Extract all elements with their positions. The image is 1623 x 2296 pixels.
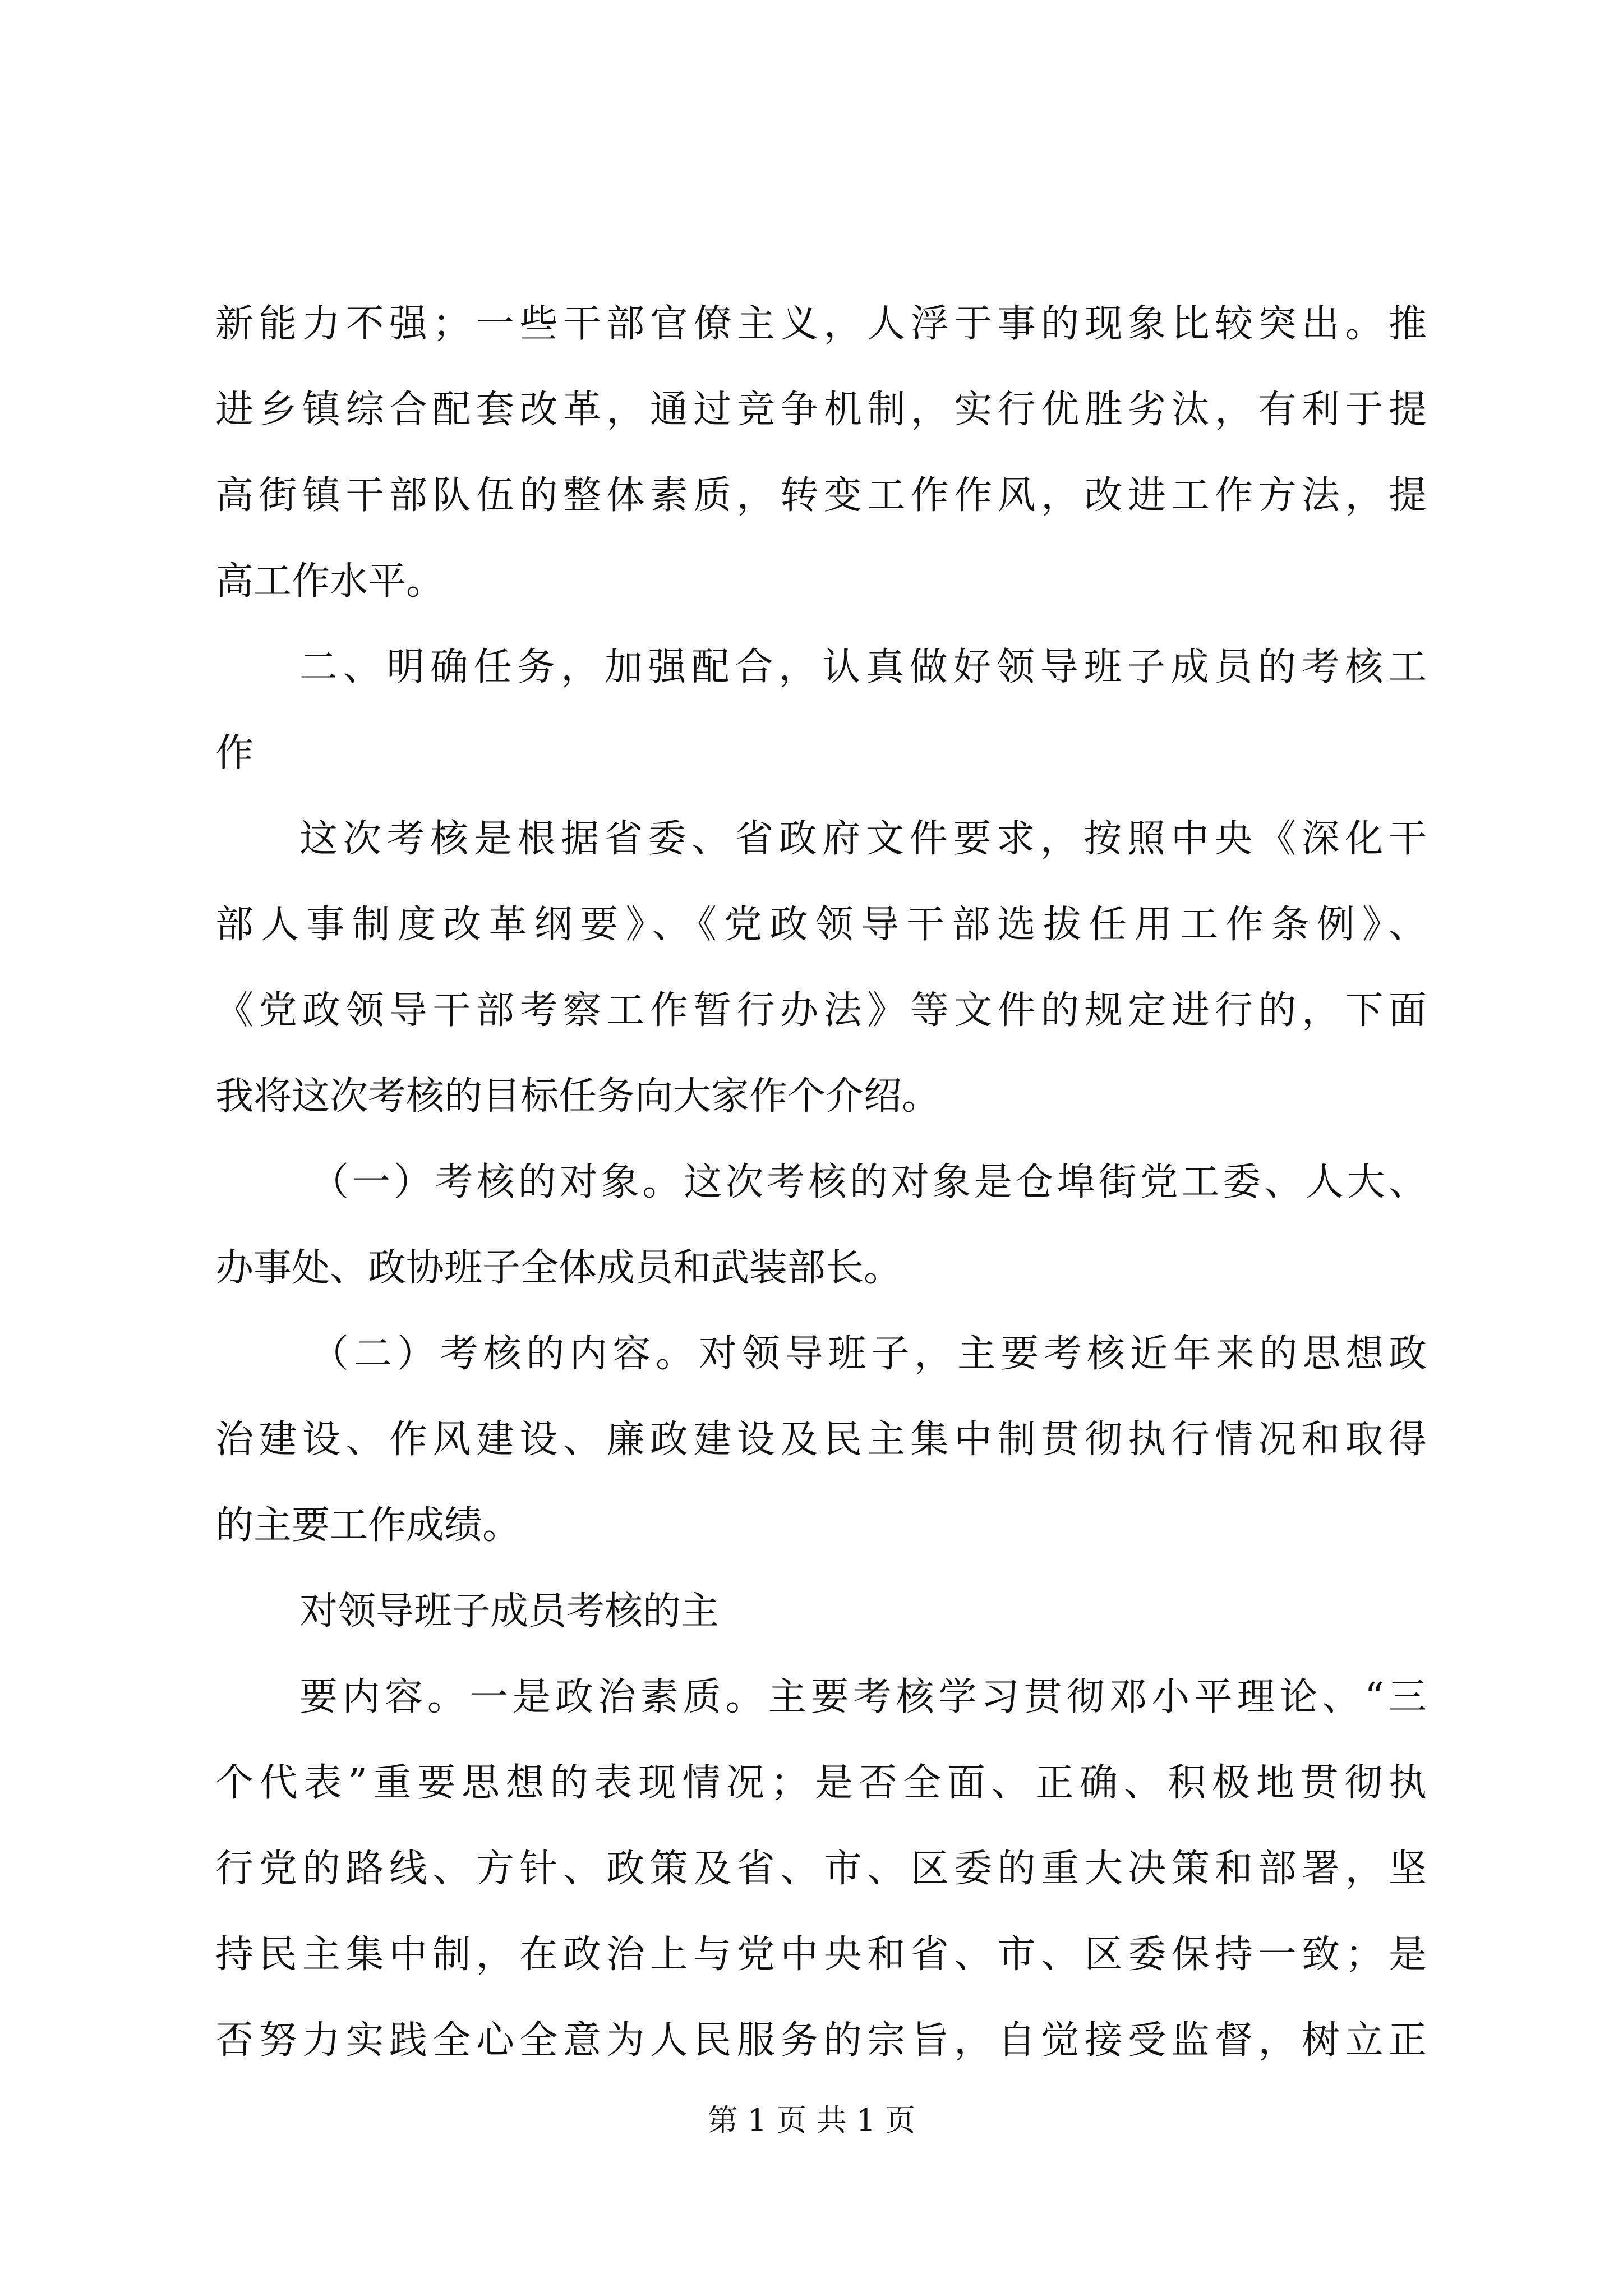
text-line: 这次考核是根据省委、省政府文件要求，按照中央《深化干 — [299, 817, 1427, 861]
text-line: 行党的路线、方针、政策及省、市、区委的重大决策和部署，坚 — [215, 1847, 1427, 1891]
text-line: 持民主集中制，在政治上与党中央和省、市、区委保持一致；是 — [215, 1932, 1427, 1977]
text-line: 的主要工作成绩。 — [215, 1503, 521, 1548]
text-line: 新能力不强；一些干部官僚主义，人浮于事的现象比较突出。推 — [215, 302, 1427, 346]
page-footer — [0, 2101, 1623, 2140]
section-heading-line: 二、明确任务，加强配合，认真做好领导班子成员的考核工 — [299, 645, 1427, 689]
text-line: 进乡镇综合配套改革，通过竞争机制，实行优胜劣汰，有利于提 — [215, 388, 1427, 432]
text-line: 办事处、政协班子全体成员和武装部长。 — [215, 1246, 902, 1290]
text-line: 部人事制度改革纲要》、《党政领导干部选拔任用工作条例》、 — [215, 903, 1427, 947]
text-line: （一）考核的对象。这次考核的对象是仓埠街党工委、人大、 — [311, 1160, 1427, 1204]
page-number-label: 第 1 页 共 1 页 — [707, 2102, 916, 2138]
text-line: 对领导班子成员考核的主 — [299, 1589, 720, 1634]
text-line: 高工作水平。 — [215, 559, 445, 604]
text-line: 《党政领导干部考察工作暂行办法》等文件的规定进行的，下面 — [215, 988, 1427, 1033]
text-line: 要内容。一是政治素质。主要考核学习贯彻邓小平理论、“三 — [299, 1675, 1427, 1719]
text-line: 治建设、作风建设、廉政建设及民主集中制贯彻执行情况和取得 — [215, 1418, 1427, 1462]
text-line: 个代表”重要思想的表现情况；是否全面、正确、积极地贯彻执 — [215, 1761, 1427, 1805]
text-line: 我将这次考核的目标任务向大家作个介绍。 — [215, 1074, 940, 1119]
text-line: 高街镇干部队伍的整体素质，转变工作作风，改进工作方法，提 — [215, 473, 1427, 518]
text-line: 否努力实践全心全意为人民服务的宗旨，自觉接受监督，树立正 — [215, 2018, 1427, 2063]
text-line: （二）考核的内容。对领导班子，主要考核近年来的思想政 — [311, 1332, 1427, 1376]
document-body — [215, 300, 1427, 2102]
section-heading-line: 作 — [215, 731, 254, 775]
